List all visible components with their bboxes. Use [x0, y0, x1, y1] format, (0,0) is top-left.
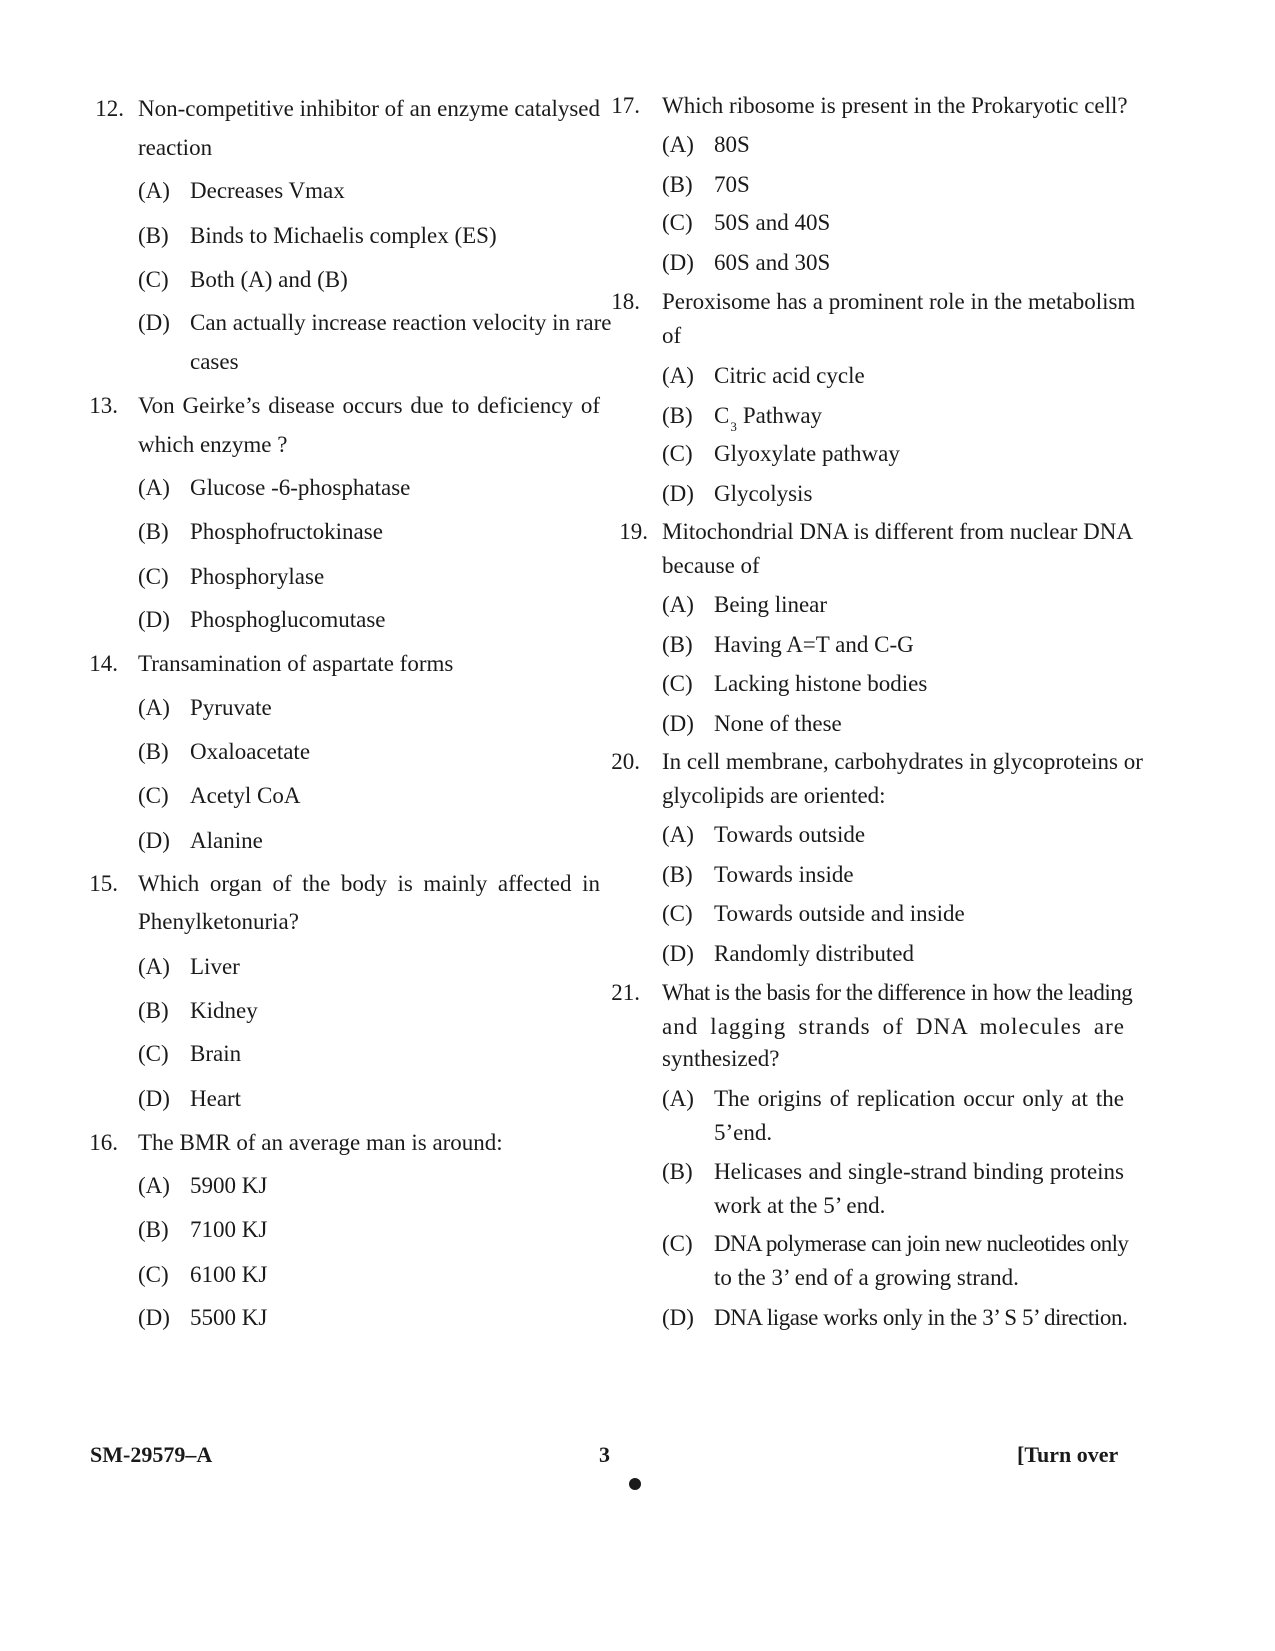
option-label: (A) — [138, 178, 170, 203]
option-text: Glucose -6-phosphatase — [190, 475, 411, 500]
question-text-continued: of — [662, 323, 682, 348]
option-text: Towards inside — [714, 862, 854, 887]
option-label: (C) — [138, 267, 169, 292]
option-label: (B) — [138, 223, 169, 248]
question-number: 16. — [89, 1130, 118, 1155]
option-text: Decreases Vmax — [190, 178, 345, 203]
option-label: (D) — [662, 711, 694, 736]
question-text: What is the basis for the difference in how the leading — [662, 980, 1133, 1005]
page-number: 3 — [599, 1442, 610, 1467]
option-label: (D) — [662, 250, 694, 275]
option-label: (B) — [662, 632, 693, 657]
turn-over-label: [Turn over — [1017, 1442, 1119, 1467]
question-text: The BMR of an average man is around: — [138, 1130, 503, 1155]
option-text: 5900 KJ — [190, 1173, 268, 1198]
option-text: The origins of replication occur only at the — [714, 1086, 1124, 1111]
question-text-continued: glycolipids are oriented: — [662, 783, 886, 808]
option-label: (D) — [138, 310, 170, 335]
option-label: (C) — [138, 783, 169, 808]
subscript: 3 — [730, 419, 737, 434]
option-text: 80S — [714, 132, 750, 157]
question-text: Peroxisome has a prominent role in the metabolism — [662, 289, 1136, 314]
option-text: Phosphofructokinase — [190, 519, 383, 544]
option-c-continued: to the 3’ end of a growing strand. — [714, 1265, 1019, 1290]
option-text: Helicases and single-strand binding proteins — [714, 1159, 1124, 1184]
option-text: Both (A) and (B) — [190, 267, 348, 292]
option-text: 70S — [714, 172, 750, 197]
option-text: None of these — [714, 711, 842, 736]
option-text: Having A=T and C-G — [714, 632, 914, 657]
question-text: Transamination of aspartate forms — [138, 651, 454, 676]
option-text: Oxaloacetate — [190, 739, 311, 764]
option-label: (A) — [662, 363, 694, 388]
option-text: DNA ligase works only in the 3’ S 5’ direction. — [714, 1305, 1128, 1330]
option-label: (C) — [662, 210, 693, 235]
option-label: (B) — [138, 1217, 169, 1242]
option-text: Towards outside and inside — [714, 901, 965, 926]
option-label: (D) — [138, 1305, 170, 1330]
option-label: (A) — [662, 132, 694, 157]
option-label: (C) — [662, 901, 693, 926]
option-label: (D) — [138, 828, 170, 853]
option-label: (C) — [138, 1262, 169, 1287]
option-text-after: Pathway — [742, 403, 823, 428]
question-number: 14. — [89, 651, 118, 676]
option-a-continued: 5’end. — [714, 1120, 773, 1145]
option-text: Can actually increase reaction velocity in rare — [190, 310, 612, 335]
option-text: Being linear — [714, 592, 828, 617]
option-text: 7100 KJ — [190, 1217, 268, 1242]
option-label: (A) — [662, 592, 694, 617]
option-label: (D) — [662, 1305, 694, 1330]
option-text: Lacking histone bodies — [714, 671, 928, 696]
page-dot — [629, 1478, 641, 1490]
question-number: 13. — [89, 393, 118, 418]
option-text: Liver — [190, 954, 240, 979]
question-text: Von Geirke’s disease occurs due to deficiency of — [138, 393, 600, 418]
question-text-continued: synthesized? — [662, 1046, 780, 1071]
option-text: 50S and 40S — [714, 210, 831, 235]
option-text: Heart — [190, 1086, 242, 1111]
option-label: (D) — [662, 481, 694, 506]
option-label: (D) — [662, 941, 694, 966]
option-label: (C) — [662, 671, 693, 696]
question-number: 18. — [611, 289, 640, 314]
option-label: (D) — [138, 1086, 170, 1111]
option-label: (A) — [138, 1173, 170, 1198]
option-label: (B) — [662, 403, 693, 428]
question-number: 21. — [611, 980, 640, 1005]
option-label: (A) — [138, 695, 170, 720]
question-text-continued: reaction — [138, 135, 213, 160]
option-label: (C) — [138, 1041, 169, 1066]
question-text: In cell membrane, carbohydrates in glycoproteins or — [662, 749, 1143, 774]
question-number: 12. — [95, 96, 124, 121]
option-label: (C) — [662, 441, 693, 466]
option-text — [714, 401, 822, 434]
option-label: (B) — [662, 1159, 693, 1184]
option-label: (A) — [662, 1086, 694, 1111]
question-number: 19. — [619, 519, 648, 544]
option-label: (C) — [662, 1231, 693, 1256]
option-label: (B) — [138, 519, 169, 544]
option-label: (B) — [662, 862, 693, 887]
option-text: Kidney — [190, 998, 258, 1023]
option-text: 60S and 30S — [714, 250, 831, 275]
question-text-continued: because of — [662, 553, 760, 578]
question-text: Which ribosome is present in the Prokaryotic cell? — [662, 93, 1128, 118]
option-text: Alanine — [190, 828, 263, 853]
option-label: (C) — [138, 564, 169, 589]
option-label: (B) — [662, 172, 693, 197]
option-text: Randomly distributed — [714, 941, 914, 966]
option-text: 5500 KJ — [190, 1305, 268, 1330]
option-label: (A) — [138, 475, 170, 500]
option-label: (A) — [138, 954, 170, 979]
paper-code: SM-29579–A — [90, 1442, 213, 1467]
option-d-continued: cases — [190, 349, 239, 374]
option-text: Pyruvate — [190, 695, 272, 720]
option-text: Towards outside — [714, 822, 866, 847]
question-text-continued: Phenylketonuria? — [138, 909, 299, 934]
option-label: (D) — [138, 607, 170, 632]
option-text: Acetyl CoA — [190, 783, 301, 808]
option-text: Binds to Michaelis complex (ES) — [190, 223, 497, 248]
question-text: Which organ of the body is mainly affected in — [138, 871, 600, 896]
option-text: Glyoxylate pathway — [714, 441, 900, 466]
question-text: Mitochondrial DNA is different from nuclear DNA — [662, 519, 1133, 544]
option-label: (B) — [138, 998, 169, 1023]
option-label: (A) — [662, 822, 694, 847]
option-text: DNA polymerase can join new nucleotides only — [714, 1231, 1129, 1256]
option-text: Phosphoglucomutase — [190, 607, 386, 632]
option-text: Citric acid cycle — [714, 363, 865, 388]
question-number: 17. — [611, 93, 640, 118]
question-text-continued: which enzyme ? — [138, 432, 288, 457]
option-text: Phosphorylase — [190, 564, 325, 589]
subscript-base: C — [714, 403, 730, 428]
option-b-continued: work at the 5’ end. — [714, 1193, 886, 1218]
question-text-continued: and lagging strands of DNA molecules are — [662, 1014, 1125, 1039]
question-number: 15. — [89, 871, 118, 896]
option-text: Glycolysis — [714, 481, 813, 506]
option-text: 6100 KJ — [190, 1262, 268, 1287]
option-label: (B) — [138, 739, 169, 764]
question-text: Non-competitive inhibitor of an enzyme catalysed — [138, 96, 600, 121]
option-text: Brain — [190, 1041, 242, 1066]
question-number: 20. — [611, 749, 640, 774]
